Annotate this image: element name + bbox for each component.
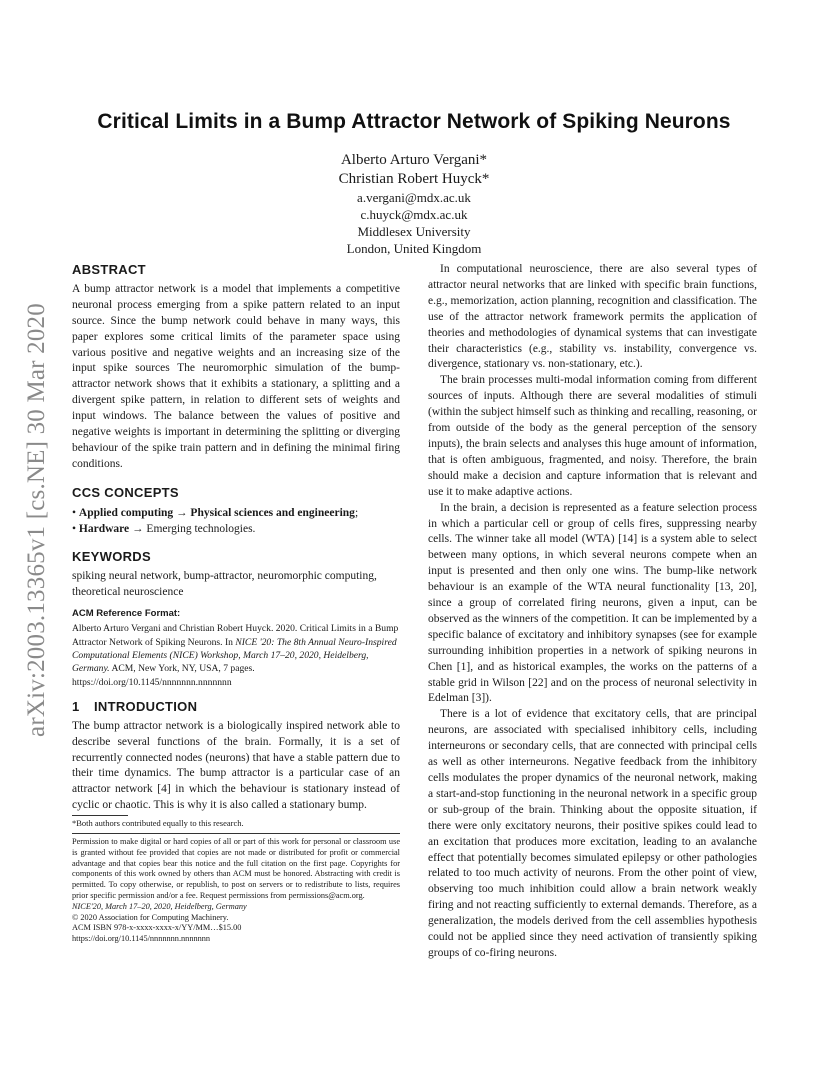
acm-reference-text [72, 622, 400, 688]
arxiv-sidebar-stamp[interactable]: arXiv:2003.13365v1 [cs.NE] 30 Mar 2020 [23, 303, 50, 737]
isbn-line: ACM ISBN 978-x-xxxx-xxxx-x/YY/MM…$15.00 [72, 923, 242, 933]
author-name: Alberto Arturo Vergani* [340, 152, 488, 168]
reference-part[interactable]: ACM, New York, NY, USA, 7 pages. https://doi.org/10.1145/nnnnnnn.nnnnnnn [72, 663, 255, 688]
body-paragraph: The brain processes multi-modal information coming from different sources of inputs. Although there are several modalities of stimuli (within the subject himself such as thinking and recalling, reasoning, or from outside of the body as the general perception of the sensory inputs), the brain selects and analyses this huge amount of information, that is often ambiguous, fragmented, and noisy. Therefore, the brain should make a decision and capture information that is relevant and use it to make adaptive actions. [428, 374, 757, 498]
author-name: Christian Robert Huyck* [338, 171, 490, 187]
footnote: *Both authors contributed equally to this research. [72, 818, 244, 828]
ccs-term: Hardware [78, 522, 130, 535]
reference-venue: NICE '20: The 8th Annual Neuro-Inspired Computational Elements (NICE) Workshop, March 17–20, 2020, Heidelberg, Germany. [72, 636, 397, 675]
copyright-line: © 2020 Association for Computing Machinery. [72, 912, 229, 922]
permission-rule [72, 833, 400, 834]
intro-heading [72, 699, 400, 715]
ccs-term: Physical sciences and engineering [190, 506, 355, 519]
author-location: London, United Kingdom [346, 241, 482, 256]
section-number: 1 [72, 698, 80, 714]
ccs-line: • Applied computing → Physical sciences and engineering; [72, 506, 359, 519]
conference-line: NICE'20, March 17–20, 2020, Heidelberg, Germany [72, 901, 247, 911]
permission-notice [72, 837, 400, 945]
paper-title: Critical Limits in a Bump Attractor Network of Spiking Neurons [97, 110, 731, 133]
ccs-concepts [72, 505, 400, 537]
author-affiliation: Middlesex University [357, 224, 471, 239]
ccs-term: Applied computing [78, 506, 174, 519]
ccs-line: • Hardware → Emerging technologies. [72, 522, 256, 535]
acm-reference-heading: ACM Reference Format: [72, 608, 181, 620]
ccs-arrow: → [173, 506, 191, 519]
ccs-heading: CCS CONCEPTS [72, 484, 179, 500]
left-column [72, 262, 400, 814]
right-column [428, 262, 757, 962]
keywords-heading: KEYWORDS [72, 548, 151, 564]
body-paragraph: There is a lot of evidence that excitatory cells, that are principal neurons, are associated with specialised inhibitory cells, including interneurons or secondary cells, that are connected with principal cells as well as other interneurons. Negative feedback from the inhibitory cells modulates the proper dynamics of the neuronal network, making a start-and-stop functioning in the neuronal network in a specific group or sub-group of the brain. Thinking about the opposite situation, if there were only excitatory neurons, their positive spikes could lead to an excitation that produces more excitation, leading to an avalanche effect that potentially becomes simulated epilepsy or other pathologies related to too much activity of neurons. From the other point of view, observing too much inhibition could allow a brain network weakly firing and not reacting sufficiently to external demands. Therefore, as a generalization, the models derived from the cell assemblies hypothesis could not be applied since they need activation of transiently spiking groups of co-firing neurons. [428, 708, 757, 959]
ccs-punct: ; [354, 506, 359, 519]
abstract-text: A bump attractor network is a model that implements a competitive neuronal process emerging from a spike pattern related to an input source. Since the bump network could behave in many ways, this paper explores some critical limits of the parameter space using various positive and negative weights and an increasing size of the input spike sources The neuromorphic simulation of the bump-attractor network shows that it exhibits a stationary, a splitting and a divergent spike pattern, in relation to different sets of weights and input windows. The balance between the values of positive and negative weights is important in determining the splitting or diverging behaviour of the spike train pattern and in defining the minimal firing conditions. [72, 282, 400, 470]
body-paragraph: In the brain, a decision is represented as a feature selection process in which a particular cell or group of cells fires, suppressing nearby cells. The winner take all model (WTA) [14] is a system able to select between many options, in which several neurons compete when an input is presented and then only one wins. The bump-like network behaviour is an example of the WTA neural functionality [13, 20], since a group of correlated firing neurons, given a input, can be observed as the winners of the competition. It can be implemented by a specific balance of excitatory and inhibitory synapses (see for example surrounding inhibition properties in a network of spiking neurons in Chen [1], and as historical examples, the works on the patterns of a stable grid in Wilson [22] and on the process of neuronal selectivity in Edelman [3]). [428, 501, 757, 705]
ccs-term-rest: → Emerging technologies. [129, 522, 256, 535]
reference-part: Alberto Arturo Vergani and Christian Robert Huyck. 2020. Critical Limits in a Bump Attractor Network of Spiking Neurons. In [72, 623, 399, 648]
doi-link[interactable]: https://doi.org/10.1145/nnnnnnn.nnnnnnn [72, 934, 211, 944]
permission-text: Permission to make digital or hard copies of all or part of this work for personal or classroom use is granted without fee provided that copies are not made or distributed for profit or commercial advantage and that copies bear this notice and the full citation on the first page. Copyrights for components of this work owned by others than ACM must be honored. Abstracting with credit is permitted. To copy otherwise, or republish, to post on servers or to redistribute to lists, requires prior specific permission and/or a fee. Request permissions from permissions@acm.org. [72, 837, 400, 900]
author-email[interactable]: a.vergani@mdx.ac.uk [357, 190, 471, 205]
keywords-text: spiking neural network, bump-attractor, neuromorphic computing, theoretical neuroscience [72, 569, 377, 598]
author-email[interactable]: c.huyck@mdx.ac.uk [360, 207, 468, 222]
body-paragraph: In computational neuroscience, there are also several types of attractor neural networks that are linked with specific brain functions, e.g., memorization, action planning, recognition and classification. The use of the attractor network framework permits the application of theories and methodologies of dynamical systems that can investigate their characteristics (e.g., stability vs. instability, convergence vs. divergence, stationary vs. non-stationary, etc.). [428, 263, 757, 371]
author-block [0, 151, 828, 257]
abstract-heading: ABSTRACT [72, 262, 146, 277]
section-title: INTRODUCTION [94, 698, 198, 714]
intro-paragraph: The bump attractor network is a biologically inspired network able to describe several functions of the brain. Formally, it is a set of recurrently connected nodes (neurons) that have a stable pattern due to their time dynamics. The bump attractor is a particular case of an attractor network [4] in which the behaviour is stationary instead of cyclic or chaotic. This is why it is also called a stationary bump. [72, 719, 400, 812]
footnote-rule [72, 815, 128, 816]
